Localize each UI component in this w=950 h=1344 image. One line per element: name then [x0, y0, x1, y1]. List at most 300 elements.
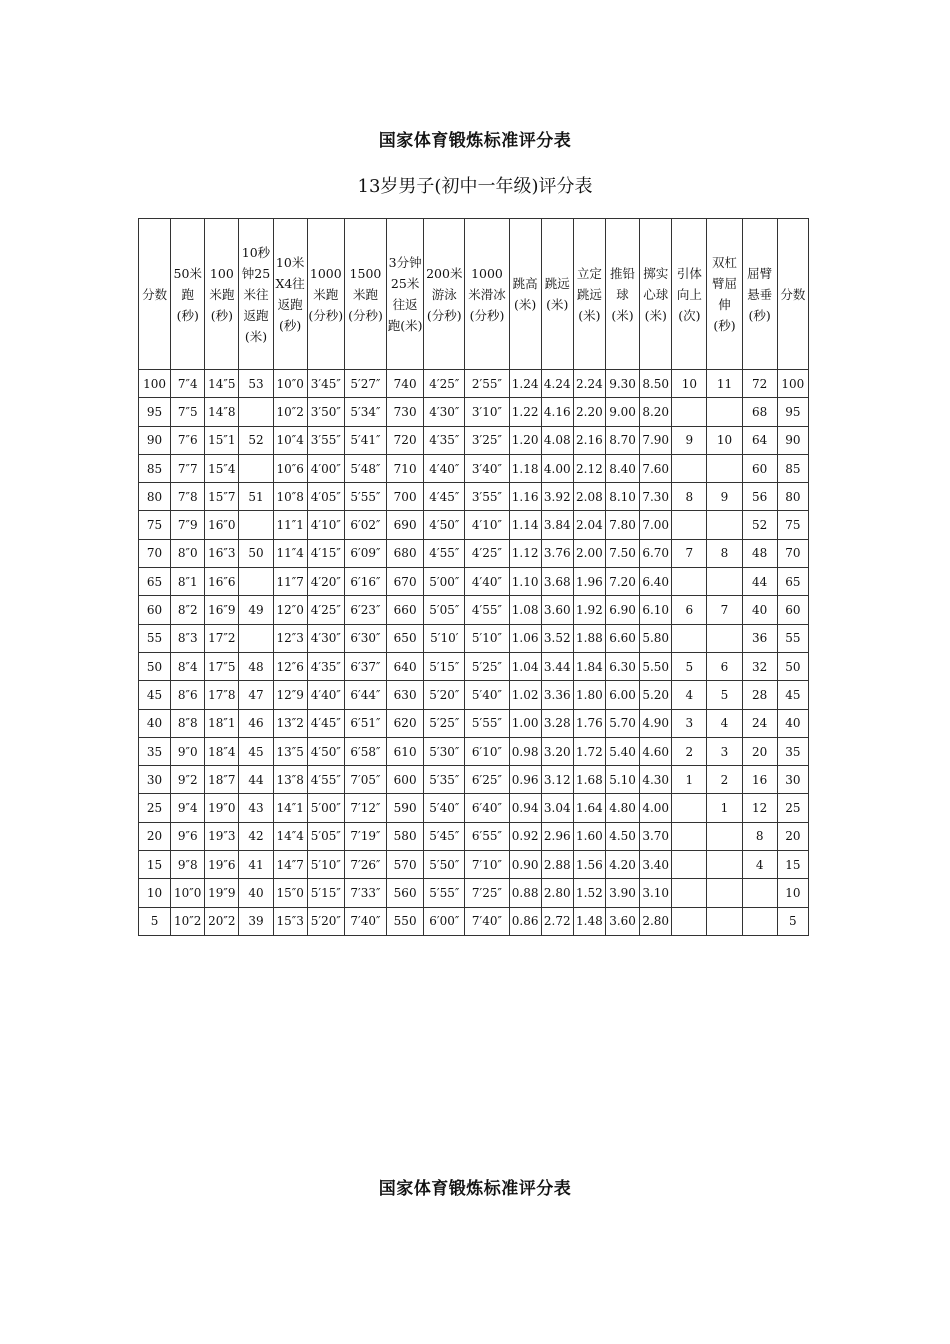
table-cell [707, 879, 742, 907]
table-cell: 1.18 [509, 454, 541, 482]
table-cell: 10″0 [273, 370, 307, 398]
table-cell: 4′25″ [307, 596, 344, 624]
table-cell: 3.12 [541, 766, 573, 794]
table-cell: 1.72 [573, 737, 605, 765]
table-cell: 1.02 [509, 681, 541, 709]
table-cell: 4.00 [541, 454, 573, 482]
table-cell: 5′48″ [344, 454, 386, 482]
table-cell: 1.22 [509, 398, 541, 426]
table-cell: 0.98 [509, 737, 541, 765]
table-cell [707, 851, 742, 879]
table-cell: 20 [139, 822, 171, 850]
table-cell: 5′30″ [424, 737, 465, 765]
table-cell: 10″0 [171, 879, 205, 907]
column-header: 立定跳远(米) [573, 219, 605, 370]
table-cell: 7′10″ [465, 851, 509, 879]
next-page-title: 国家体育锻炼标准评分表 [378, 1179, 572, 1199]
table-cell: 740 [387, 370, 424, 398]
table-cell: 2 [707, 766, 742, 794]
table-cell: 68 [742, 398, 777, 426]
table-cell: 7″8 [171, 483, 205, 511]
table-row [139, 426, 809, 454]
table-cell: 49 [239, 596, 273, 624]
table-row [139, 737, 809, 765]
table-cell: 3.10 [640, 879, 672, 907]
table-cell: 0.94 [509, 794, 541, 822]
table-cell: 4.08 [541, 426, 573, 454]
table-cell: 550 [387, 907, 424, 935]
table-cell: 10 [777, 879, 808, 907]
column-header: 1500米跑(分秒) [344, 219, 386, 370]
table-cell: 5.50 [640, 652, 672, 680]
table-cell: 730 [387, 398, 424, 426]
table-cell: 5′45″ [424, 822, 465, 850]
table-cell: 4′10″ [465, 511, 509, 539]
table-cell: 680 [387, 539, 424, 567]
table-cell [672, 511, 707, 539]
table-cell: 11 [707, 370, 742, 398]
table-cell: 10″8 [273, 483, 307, 511]
table-cell: 3.36 [541, 681, 573, 709]
table-cell: 1.88 [573, 624, 605, 652]
table-cell: 80 [139, 483, 171, 511]
column-header: 3分钟25米往返跑(米) [387, 219, 424, 370]
table-cell: 53 [239, 370, 273, 398]
table-cell: 6 [672, 596, 707, 624]
table-cell: 3.68 [541, 568, 573, 596]
column-header: 1000米滑冰(分秒) [465, 219, 509, 370]
table-cell: 7.20 [605, 568, 639, 596]
table-cell: 5′55″ [424, 879, 465, 907]
table-cell: 5′25″ [424, 709, 465, 737]
table-cell: 15″1 [205, 426, 239, 454]
table-cell: 3.44 [541, 652, 573, 680]
table-cell: 670 [387, 568, 424, 596]
table-cell: 5′55″ [465, 709, 509, 737]
table-cell: 6.10 [640, 596, 672, 624]
table-cell: 4 [707, 709, 742, 737]
table-cell: 4 [742, 851, 777, 879]
table-cell: 19″3 [205, 822, 239, 850]
table-cell: 16 [742, 766, 777, 794]
table-cell: 5′41″ [344, 426, 386, 454]
table-cell: 9″4 [171, 794, 205, 822]
table-cell: 60 [139, 596, 171, 624]
column-header: 推铅球(米) [605, 219, 639, 370]
table-cell: 1.56 [573, 851, 605, 879]
table-cell: 1.08 [509, 596, 541, 624]
table-cell: 5′40″ [465, 681, 509, 709]
table-row [139, 483, 809, 511]
table-cell: 3.90 [605, 879, 639, 907]
table-cell: 630 [387, 681, 424, 709]
table-row [139, 511, 809, 539]
table-row [139, 794, 809, 822]
table-cell: 8″8 [171, 709, 205, 737]
table-cell: 11″4 [273, 539, 307, 567]
table-cell: 12 [742, 794, 777, 822]
table-cell: 5′00″ [424, 568, 465, 596]
column-header: 引体向上(次) [672, 219, 707, 370]
table-cell: 3.28 [541, 709, 573, 737]
table-cell: 4′55″ [465, 596, 509, 624]
table-cell: 24 [742, 709, 777, 737]
table-cell: 7″5 [171, 398, 205, 426]
table-cell: 56 [742, 483, 777, 511]
table-cell: 1.14 [509, 511, 541, 539]
table-cell: 10″4 [273, 426, 307, 454]
table-cell: 2 [672, 737, 707, 765]
table-cell: 9.00 [605, 398, 639, 426]
table-cell: 5 [672, 652, 707, 680]
table-cell: 4′00″ [307, 454, 344, 482]
table-cell [672, 398, 707, 426]
table-cell: 3.60 [541, 596, 573, 624]
table-cell: 20″2 [205, 907, 239, 935]
table-cell: 2.08 [573, 483, 605, 511]
table-cell: 10 [672, 370, 707, 398]
table-cell: 25 [777, 794, 808, 822]
table-cell: 0.96 [509, 766, 541, 794]
column-header: 10秒钟25米往返跑(米) [239, 219, 273, 370]
table-cell: 7.50 [605, 539, 639, 567]
table-cell: 90 [777, 426, 808, 454]
table-cell: 1.84 [573, 652, 605, 680]
table-cell: 4.80 [605, 794, 639, 822]
table-cell: 6′23″ [344, 596, 386, 624]
table-row [139, 907, 809, 935]
table-cell: 0.92 [509, 822, 541, 850]
column-header: 双杠臂屈伸(秒) [707, 219, 742, 370]
table-cell: 12″0 [273, 596, 307, 624]
table-row [139, 879, 809, 907]
table-cell: 16″9 [205, 596, 239, 624]
table-cell: 1 [672, 766, 707, 794]
table-cell: 14″7 [273, 851, 307, 879]
table-cell: 1.68 [573, 766, 605, 794]
table-cell: 6.60 [605, 624, 639, 652]
table-cell: 4′05″ [307, 483, 344, 511]
table-cell: 1.20 [509, 426, 541, 454]
table-cell: 85 [139, 454, 171, 482]
table-cell: 660 [387, 596, 424, 624]
table-cell: 9″8 [171, 851, 205, 879]
table-cell: 7″4 [171, 370, 205, 398]
table-cell: 6′25″ [465, 766, 509, 794]
table-cell: 6.40 [640, 568, 672, 596]
table-cell: 4′45″ [307, 709, 344, 737]
table-cell [239, 568, 273, 596]
table-row [139, 851, 809, 879]
table-cell: 4.30 [640, 766, 672, 794]
table-cell: 5′15″ [307, 879, 344, 907]
table-cell: 8″0 [171, 539, 205, 567]
table-cell: 6.90 [605, 596, 639, 624]
table-row [139, 568, 809, 596]
table-cell: 13″5 [273, 737, 307, 765]
table-cell: 13″8 [273, 766, 307, 794]
table-cell: 5′27″ [344, 370, 386, 398]
table-cell: 6′55″ [465, 822, 509, 850]
table-cell: 720 [387, 426, 424, 454]
table-cell: 7′33″ [344, 879, 386, 907]
table-cell [239, 398, 273, 426]
table-cell: 35 [777, 737, 808, 765]
table-cell: 44 [239, 766, 273, 794]
table-cell: 5′25″ [465, 652, 509, 680]
table-cell: 45 [139, 681, 171, 709]
table-cell: 15 [139, 851, 171, 879]
table-cell: 6 [707, 652, 742, 680]
table-cell: 18″7 [205, 766, 239, 794]
table-row [139, 709, 809, 737]
table-cell: 3.20 [541, 737, 573, 765]
table-cell: 8.10 [605, 483, 639, 511]
table-cell: 570 [387, 851, 424, 879]
table-cell: 620 [387, 709, 424, 737]
table-cell: 5′10″ [307, 851, 344, 879]
table-cell: 8.70 [605, 426, 639, 454]
table-cell: 5.40 [605, 737, 639, 765]
table-cell [707, 907, 742, 935]
table-cell: 2.96 [541, 822, 573, 850]
table-cell: 9″2 [171, 766, 205, 794]
table-cell: 40 [777, 709, 808, 737]
table-cell: 6′16″ [344, 568, 386, 596]
table-cell: 5 [139, 907, 171, 935]
table-cell: 2.12 [573, 454, 605, 482]
column-header: 分数 [139, 219, 171, 370]
table-cell: 75 [777, 511, 808, 539]
table-cell: 7′25″ [465, 879, 509, 907]
table-cell: 19″6 [205, 851, 239, 879]
table-row [139, 398, 809, 426]
table-cell: 3′50″ [307, 398, 344, 426]
table-cell: 4.90 [640, 709, 672, 737]
table-cell: 90 [139, 426, 171, 454]
table-cell: 4′55″ [307, 766, 344, 794]
table-cell: 7′40″ [344, 907, 386, 935]
table-cell: 45 [777, 681, 808, 709]
table-cell: 60 [742, 454, 777, 482]
table-cell: 1.96 [573, 568, 605, 596]
table-cell: 5.20 [640, 681, 672, 709]
table-cell: 15″0 [273, 879, 307, 907]
table-cell [672, 907, 707, 935]
table-cell: 13″2 [273, 709, 307, 737]
table-cell: 44 [742, 568, 777, 596]
table-cell: 6′51″ [344, 709, 386, 737]
table-cell: 11″7 [273, 568, 307, 596]
table-cell: 48 [742, 539, 777, 567]
table-cell: 6′30″ [344, 624, 386, 652]
table-cell: 40 [742, 596, 777, 624]
table-cell: 4′35″ [424, 426, 465, 454]
table-cell: 5′10′ [424, 624, 465, 652]
table-cell: 4 [672, 681, 707, 709]
table-cell: 1.24 [509, 370, 541, 398]
table-cell: 2′55″ [465, 370, 509, 398]
table-cell: 690 [387, 511, 424, 539]
table-cell: 6′58″ [344, 737, 386, 765]
table-cell: 640 [387, 652, 424, 680]
table-cell: 19″9 [205, 879, 239, 907]
table-cell: 36 [742, 624, 777, 652]
table-cell: 1.04 [509, 652, 541, 680]
column-header: 跳远(米) [541, 219, 573, 370]
table-cell: 3.04 [541, 794, 573, 822]
table-cell: 10″6 [273, 454, 307, 482]
table-cell: 14″8 [205, 398, 239, 426]
table-cell: 28 [742, 681, 777, 709]
table-cell [672, 851, 707, 879]
page-title: 国家体育锻炼标准评分表 [378, 131, 572, 151]
table-cell: 5.80 [640, 624, 672, 652]
table-cell [239, 624, 273, 652]
table-cell: 4′40″ [307, 681, 344, 709]
table-cell: 710 [387, 454, 424, 482]
table-cell: 32 [742, 652, 777, 680]
table-cell: 100 [777, 370, 808, 398]
table-cell: 70 [777, 539, 808, 567]
table-cell [672, 624, 707, 652]
table-cell: 15 [777, 851, 808, 879]
table-cell: 5′50″ [424, 851, 465, 879]
table-cell [672, 794, 707, 822]
table-cell: 4.16 [541, 398, 573, 426]
table-cell: 7″7 [171, 454, 205, 482]
table-cell: 4′20″ [307, 568, 344, 596]
table-cell [239, 454, 273, 482]
table-cell: 8″2 [171, 596, 205, 624]
table-cell: 2.00 [573, 539, 605, 567]
table-cell: 4.24 [541, 370, 573, 398]
score-table [138, 218, 809, 936]
column-header: 分数 [777, 219, 808, 370]
table-cell: 2.72 [541, 907, 573, 935]
table-cell: 16″6 [205, 568, 239, 596]
table-cell: 610 [387, 737, 424, 765]
table-cell: 50 [139, 652, 171, 680]
table-cell: 55 [777, 624, 808, 652]
table-cell: 10″2 [171, 907, 205, 935]
table-cell [672, 454, 707, 482]
table-cell: 1.76 [573, 709, 605, 737]
table-cell [707, 454, 742, 482]
table-cell: 7.80 [605, 511, 639, 539]
table-cell: 14″4 [273, 822, 307, 850]
table-cell: 3′10″ [465, 398, 509, 426]
table-cell: 7′26″ [344, 851, 386, 879]
table-cell: 700 [387, 483, 424, 511]
table-cell: 4′40″ [465, 568, 509, 596]
table-cell: 6.30 [605, 652, 639, 680]
table-cell: 5 [707, 681, 742, 709]
column-header: 100米跑(秒) [205, 219, 239, 370]
table-cell [707, 398, 742, 426]
table-cell: 42 [239, 822, 273, 850]
table-row [139, 539, 809, 567]
table-cell: 16″3 [205, 539, 239, 567]
table-cell: 95 [139, 398, 171, 426]
table-cell: 75 [139, 511, 171, 539]
table-cell [672, 568, 707, 596]
table-cell: 45 [239, 737, 273, 765]
table-cell: 3 [672, 709, 707, 737]
table-row [139, 681, 809, 709]
table-cell: 15″4 [205, 454, 239, 482]
table-cell: 8″6 [171, 681, 205, 709]
table-cell: 2.88 [541, 851, 573, 879]
table-cell: 6.70 [640, 539, 672, 567]
table-cell: 3′45″ [307, 370, 344, 398]
table-cell: 10″2 [273, 398, 307, 426]
table-cell: 51 [239, 483, 273, 511]
table-cell: 5′35″ [424, 766, 465, 794]
table-cell: 3′55″ [307, 426, 344, 454]
table-cell: 40 [139, 709, 171, 737]
table-cell [672, 879, 707, 907]
table-cell: 9″0 [171, 737, 205, 765]
table-cell: 2.04 [573, 511, 605, 539]
table-cell: 4.50 [605, 822, 639, 850]
table-cell: 590 [387, 794, 424, 822]
table-cell: 5′10″ [465, 624, 509, 652]
table-cell: 1.12 [509, 539, 541, 567]
table-cell: 4.20 [605, 851, 639, 879]
table-cell: 9.30 [605, 370, 639, 398]
column-header: 跳高(米) [509, 219, 541, 370]
column-header: 屈臂悬垂(秒) [742, 219, 777, 370]
table-cell: 80 [777, 483, 808, 511]
table-cell [672, 822, 707, 850]
table-cell: 1.64 [573, 794, 605, 822]
table-cell: 17″8 [205, 681, 239, 709]
table-cell: 5 [777, 907, 808, 935]
table-cell: 5′00″ [307, 794, 344, 822]
table-cell: 5′20″ [424, 681, 465, 709]
table-cell: 5′15″ [424, 652, 465, 680]
table-cell: 11″1 [273, 511, 307, 539]
table-cell [742, 879, 777, 907]
table-cell: 14″5 [205, 370, 239, 398]
table-cell: 2.20 [573, 398, 605, 426]
table-cell [707, 511, 742, 539]
table-cell: 1 [707, 794, 742, 822]
table-cell: 7′40″ [465, 907, 509, 935]
table-cell: 30 [777, 766, 808, 794]
table-cell: 3.76 [541, 539, 573, 567]
column-header: 掷实心球(米) [640, 219, 672, 370]
table-cell: 4′30″ [307, 624, 344, 652]
column-header: 200米游泳(分秒) [424, 219, 465, 370]
table-cell: 8.20 [640, 398, 672, 426]
table-subtitle: 13岁男子(初中一年级)评分表 [357, 176, 593, 197]
table-cell: 70 [139, 539, 171, 567]
table-cell: 5′40″ [424, 794, 465, 822]
table-cell: 18″4 [205, 737, 239, 765]
table-cell: 4′30″ [424, 398, 465, 426]
table-cell: 20 [777, 822, 808, 850]
table-cell: 3.84 [541, 511, 573, 539]
table-cell [742, 907, 777, 935]
table-cell: 560 [387, 879, 424, 907]
table-cell: 65 [777, 568, 808, 596]
table-cell: 12″9 [273, 681, 307, 709]
table-header-row [139, 219, 809, 370]
table-cell: 1.06 [509, 624, 541, 652]
table-cell: 19″0 [205, 794, 239, 822]
